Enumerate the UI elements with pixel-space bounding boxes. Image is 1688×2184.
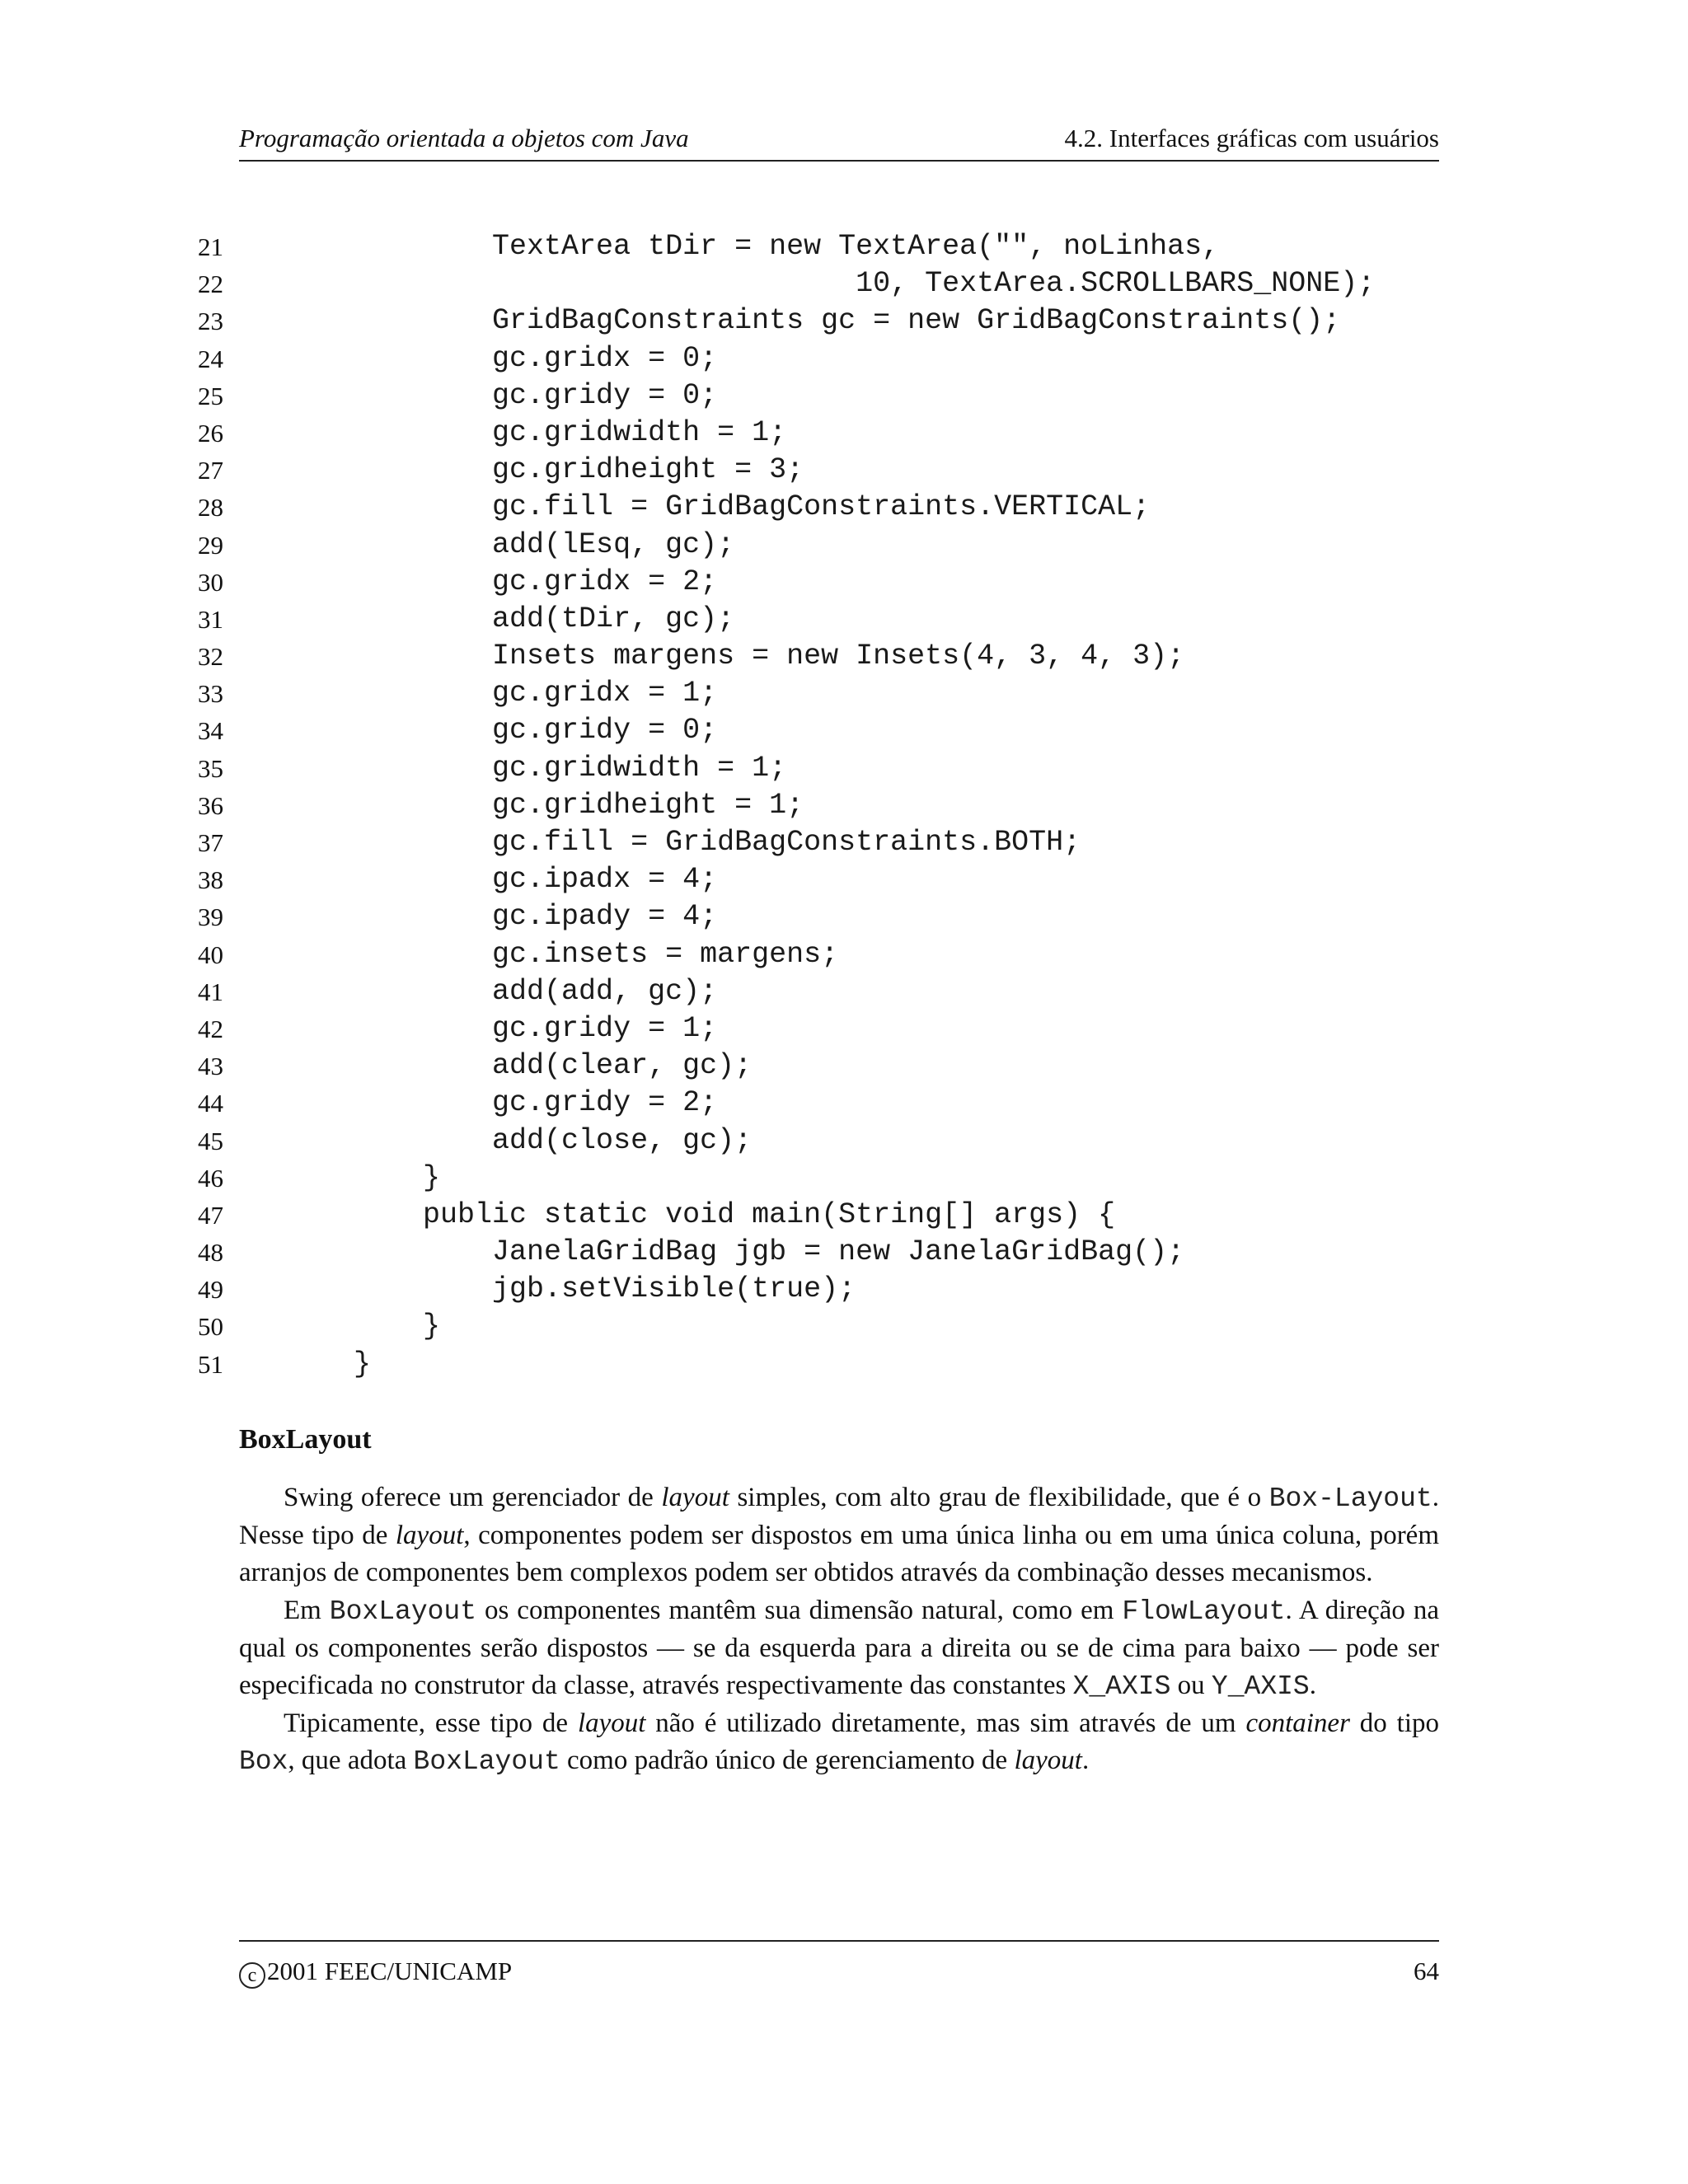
code-line xyxy=(198,861,1484,898)
p1-text-a: Swing oferece um gerenciador de xyxy=(284,1483,662,1512)
line-number: 45 xyxy=(198,1126,223,1155)
p3-text-c: não é utilizado diretamente, mas sim através de um xyxy=(645,1708,1246,1739)
code-line xyxy=(198,1010,1484,1047)
footer-copyright xyxy=(239,1957,512,1989)
code-text: TextArea tDir = new TextArea("", noLinhas, xyxy=(284,230,1220,263)
code-line xyxy=(198,377,1484,415)
page-number: 64 xyxy=(1414,1957,1439,1985)
p1-code-boxlayout: Box-Layout xyxy=(1268,1483,1432,1514)
p2-text-c: os componentes mantêm sua dimensão natural, como em xyxy=(476,1595,1123,1625)
code-text: gc.ipady = 4; xyxy=(284,900,718,934)
code-line xyxy=(198,1346,1484,1383)
line-number: 40 xyxy=(198,940,223,969)
code-line xyxy=(198,601,1484,638)
code-text: gc.insets = margens; xyxy=(284,937,839,971)
line-number: 25 xyxy=(198,381,223,410)
p2-code-boxlayout: BoxLayout xyxy=(329,1596,477,1627)
code-line xyxy=(198,1160,1484,1197)
p1-text-g: , componentes podem ser dispostos em uma única linha ou em uma única coluna, porém arranjos de componentes bem complexos podem ser obtidos através da combinação desses mecanismos. xyxy=(239,1521,1440,1588)
line-number: 24 xyxy=(198,344,223,373)
line-number: 43 xyxy=(198,1052,223,1081)
p2-text-i: . xyxy=(1309,1671,1316,1701)
code-text: jgb.setVisible(true); xyxy=(284,1272,856,1306)
code-text: gc.gridy = 1; xyxy=(284,1011,718,1045)
footer-copyright-text: 2001 FEEC/UNICAMP xyxy=(267,1957,513,1985)
code-line xyxy=(198,415,1484,452)
line-number: 31 xyxy=(198,604,223,634)
section-body xyxy=(239,1479,1439,1781)
code-text: GridBagConstraints gc = new GridBagConstraints(); xyxy=(284,304,1341,338)
code-text: gc.gridwidth = 1; xyxy=(284,415,787,449)
code-text: gc.gridheight = 1; xyxy=(284,788,804,822)
code-line xyxy=(198,1271,1484,1308)
code-text: add(tDir, gc); xyxy=(284,602,735,635)
code-line xyxy=(198,712,1484,749)
paragraph-1 xyxy=(239,1479,1439,1592)
code-line xyxy=(198,675,1484,712)
p2-text-g: ou xyxy=(1170,1671,1212,1701)
p3-text-g: , que adota xyxy=(288,1746,414,1776)
line-number: 39 xyxy=(198,902,223,932)
line-number: 36 xyxy=(198,790,223,820)
code-text: gc.ipadx = 4; xyxy=(284,863,718,897)
header-section-title: 4.2. Interfaces gráficas com usuários xyxy=(1064,124,1439,152)
code-line xyxy=(198,302,1484,340)
code-text: gc.gridx = 2; xyxy=(284,565,718,598)
code-line xyxy=(198,489,1484,526)
code-text: gc.fill = GridBagConstraints.VERTICAL; xyxy=(284,490,1151,524)
line-number: 48 xyxy=(198,1238,223,1268)
code-line xyxy=(198,1308,1484,1345)
code-line xyxy=(198,228,1484,265)
header-book-title: Programação orientada a objetos com Java xyxy=(239,124,689,152)
code-text: 10, TextArea.SCROLLBARS_NONE); xyxy=(284,267,1376,301)
p2-code-flowlayout: FlowLayout xyxy=(1122,1596,1286,1627)
p2-code-x-axis: X_AXIS xyxy=(1072,1671,1171,1703)
code-text: gc.gridwidth = 1; xyxy=(284,751,787,785)
p3-text-i: como padrão único de gerenciamento de xyxy=(560,1746,1015,1776)
code-text: add(clear, gc); xyxy=(284,1049,753,1083)
code-line xyxy=(198,824,1484,861)
p2-text-a: Em xyxy=(284,1595,330,1625)
code-text: gc.gridy = 0; xyxy=(284,378,718,412)
code-text: } xyxy=(284,1160,441,1194)
code-line xyxy=(198,898,1484,935)
running-header xyxy=(239,124,1439,162)
code-text: gc.fill = GridBagConstraints.BOTH; xyxy=(284,826,1081,859)
code-listing xyxy=(198,228,1484,1383)
line-number: 33 xyxy=(198,679,223,709)
code-line xyxy=(198,638,1484,675)
line-number: 42 xyxy=(198,1014,223,1043)
p1-emphasis-layout: layout xyxy=(661,1483,729,1512)
code-line xyxy=(198,452,1484,489)
code-text: gc.gridx = 0; xyxy=(284,341,718,375)
line-number: 21 xyxy=(198,232,223,261)
code-text: gc.gridheight = 3; xyxy=(284,453,804,487)
line-number: 46 xyxy=(198,1163,223,1193)
code-text: gc.gridy = 0; xyxy=(284,714,718,748)
line-number: 23 xyxy=(198,307,223,336)
code-line xyxy=(198,1085,1484,1122)
p3-emphasis-layout-2: layout xyxy=(1014,1746,1082,1776)
code-text: } xyxy=(284,1310,441,1343)
line-number: 49 xyxy=(198,1275,223,1305)
line-number: 28 xyxy=(198,493,223,523)
line-number: 26 xyxy=(198,418,223,448)
code-text: add(lEsq, gc); xyxy=(284,527,735,561)
code-line xyxy=(198,973,1484,1010)
line-number: 27 xyxy=(198,456,223,485)
p3-text-a: Tipicamente, esse tipo de xyxy=(284,1708,578,1739)
p3-emphasis-layout: layout xyxy=(577,1708,646,1739)
line-number: 50 xyxy=(198,1312,223,1342)
code-text: gc.gridy = 2; xyxy=(284,1086,718,1120)
p3-text-e: do tipo xyxy=(1349,1708,1439,1739)
line-number: 47 xyxy=(198,1200,223,1230)
code-line xyxy=(198,527,1484,564)
p2-text-e: . A direção na qual os componentes serão dispostos — se da esquerda para a direita ou se de cima para baixo — pode ser especificada no construtor da classe, através respectivamente das constantes xyxy=(239,1595,1440,1701)
p3-code-boxlayout: BoxLayout xyxy=(413,1746,560,1778)
p1-emphasis-layout-2: layout xyxy=(395,1521,464,1551)
code-line xyxy=(198,1122,1484,1160)
p1-text-c: simples, com alto grau de flexibilidade, que é o xyxy=(729,1483,1269,1512)
line-number: 41 xyxy=(198,977,223,1006)
line-number: 22 xyxy=(198,269,223,299)
code-line xyxy=(198,787,1484,824)
p1-text-e: . Nesse tipo de xyxy=(239,1483,1439,1551)
code-text: } xyxy=(284,1347,372,1380)
p3-code-box: Box xyxy=(239,1746,288,1778)
paragraph-3 xyxy=(239,1705,1439,1780)
p2-code-y-axis: Y_AXIS xyxy=(1211,1671,1310,1703)
line-number: 38 xyxy=(198,865,223,895)
p3-emphasis-container: container xyxy=(1245,1708,1350,1739)
line-number: 35 xyxy=(198,753,223,783)
code-line xyxy=(198,564,1484,601)
code-line xyxy=(198,340,1484,377)
code-line xyxy=(198,1234,1484,1271)
section-heading: BoxLayout xyxy=(239,1424,372,1455)
line-number: 44 xyxy=(198,1089,223,1118)
code-line xyxy=(198,936,1484,973)
copyright-icon: c xyxy=(239,1962,265,1989)
code-text: public static void main(String[] args) { xyxy=(284,1197,1116,1231)
paragraph-2 xyxy=(239,1592,1439,1706)
code-text: JanelaGridBag jgb = new JanelaGridBag(); xyxy=(284,1235,1185,1269)
running-footer xyxy=(239,1940,1439,1986)
code-line xyxy=(198,1047,1484,1085)
code-line xyxy=(198,265,1484,302)
line-number: 32 xyxy=(198,642,223,672)
line-number: 30 xyxy=(198,567,223,597)
p3-text-k: . xyxy=(1081,1746,1090,1776)
code-line xyxy=(198,1197,1484,1234)
code-text: add(close, gc); xyxy=(284,1123,753,1157)
code-line xyxy=(198,750,1484,787)
line-number: 34 xyxy=(198,716,223,746)
code-text: Insets margens = new Insets(4, 3, 4, 3); xyxy=(284,640,1185,673)
line-number: 37 xyxy=(198,828,223,857)
line-number: 51 xyxy=(198,1349,223,1379)
line-number: 29 xyxy=(198,530,223,560)
code-text: gc.gridx = 1; xyxy=(284,677,718,710)
code-text: add(add, gc); xyxy=(284,974,718,1008)
